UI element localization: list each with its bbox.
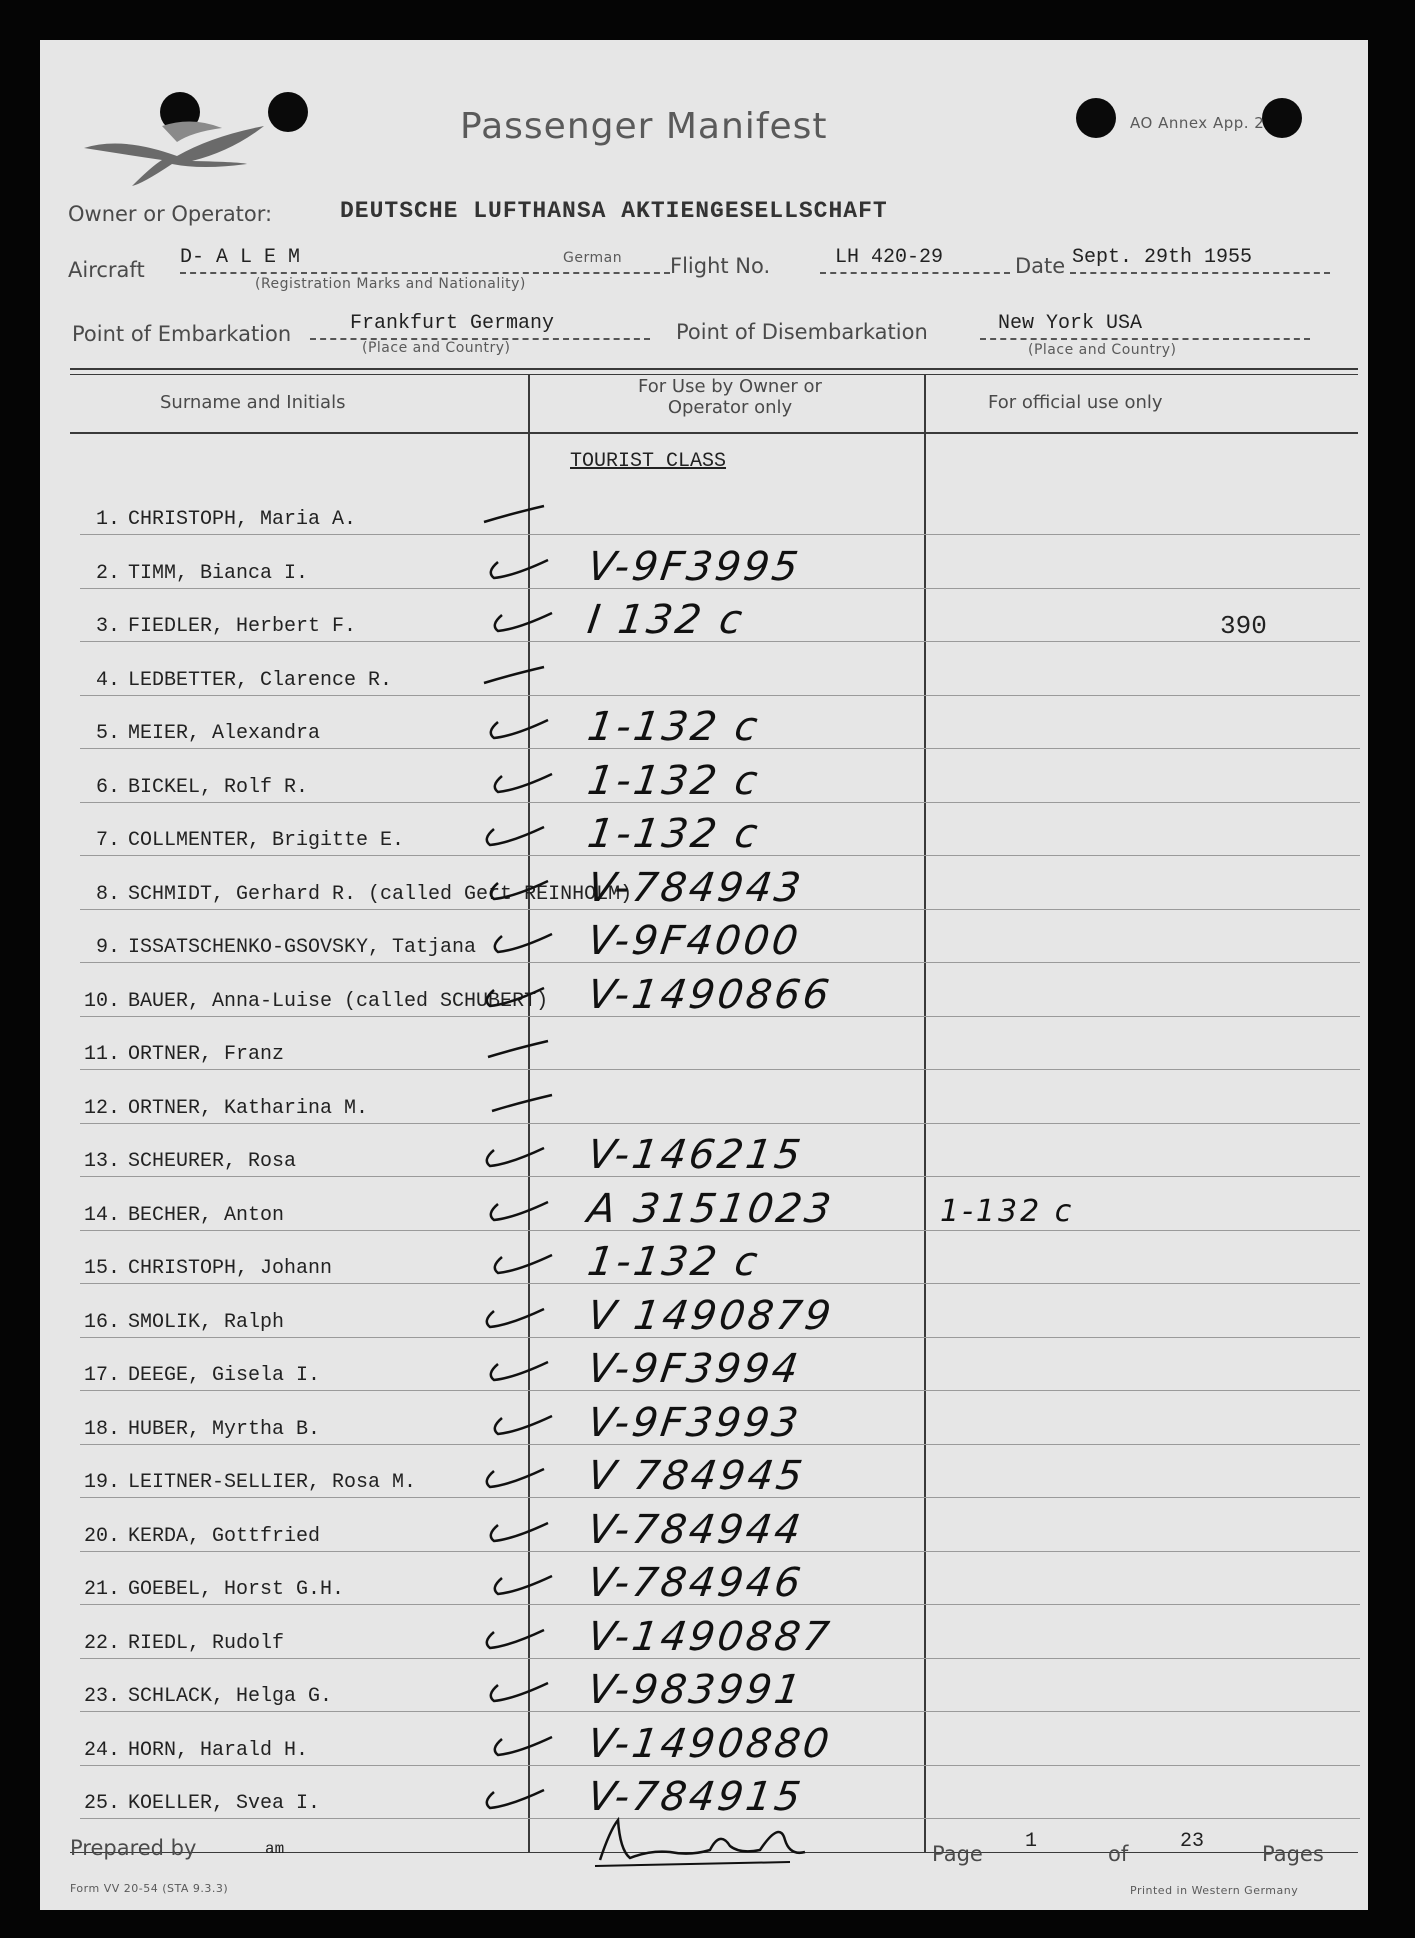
passport-code: V-146215: [584, 1132, 807, 1178]
check-mark-icon: [480, 1624, 530, 1650]
flight-value: LH 420-29: [835, 246, 944, 269]
passenger-name: COLLMENTER, Brigitte E.: [128, 829, 405, 852]
passenger-number: 20.: [83, 1525, 120, 1548]
passenger-number: 12.: [83, 1097, 120, 1120]
disembark-value: New York USA: [998, 312, 1143, 335]
of-label: of: [1108, 1842, 1129, 1866]
check-mark-icon: [488, 607, 538, 633]
passport-code: 1-132 c: [584, 1239, 764, 1285]
passenger-number: 16.: [83, 1311, 120, 1334]
passport-code: V-1490880: [584, 1721, 835, 1767]
row-rule: [80, 1069, 1360, 1070]
passenger-name: FIEDLER, Herbert F.: [128, 615, 357, 638]
page-title: Passenger Manifest: [460, 106, 828, 147]
passenger-number: 7.: [95, 829, 120, 852]
aircraft-nationality: German: [563, 250, 623, 266]
official-note: 390: [1220, 611, 1267, 641]
page-label: Page: [932, 1842, 983, 1866]
passenger-name: MEIER, Alexandra: [128, 722, 321, 745]
column-header-name: Surname and Initials: [160, 392, 346, 413]
check-mark-icon: [480, 500, 530, 526]
check-mark-icon: [488, 1249, 538, 1275]
prepared-label: Prepared by: [70, 1836, 197, 1860]
manifest-sheet: [40, 40, 1368, 1910]
passenger-name: KERDA, Gottfried: [128, 1525, 321, 1548]
date-label: Date: [1015, 254, 1066, 278]
passenger-number: 23.: [83, 1685, 120, 1708]
passenger-number: 11.: [83, 1043, 120, 1066]
flight-label: Flight No.: [670, 254, 771, 278]
check-mark-icon: [480, 1303, 530, 1329]
passport-code: 1-132 c: [584, 811, 764, 857]
passenger-name: HUBER, Myrtha B.: [128, 1418, 321, 1441]
passenger-name: BAUER, Anna-Luise (called SCHUBERT): [128, 990, 549, 1013]
aircraft-value: D- A L E M: [180, 246, 301, 269]
disembark-underline: [980, 338, 1310, 340]
check-mark-icon: [480, 1463, 530, 1489]
passport-code: V 784945: [584, 1453, 809, 1499]
check-mark-icon: [484, 1035, 534, 1061]
passenger-number: 9.: [95, 936, 120, 959]
passport-code: V-1490866: [584, 972, 835, 1018]
embark-value: Frankfurt Germany: [350, 312, 555, 335]
passenger-number: 19.: [83, 1471, 120, 1494]
passport-code: V-784943: [584, 865, 807, 911]
passenger-number: 5.: [95, 722, 120, 745]
table-top-rule: [70, 368, 1358, 370]
check-mark-icon: [480, 1142, 530, 1168]
check-mark-icon: [484, 1677, 534, 1703]
punch-hole: [1076, 98, 1116, 138]
check-mark-icon: [488, 1089, 538, 1115]
check-mark-icon: [480, 1784, 530, 1810]
passenger-name: TIMM, Bianca I.: [128, 562, 309, 585]
passenger-name: CHRISTOPH, Johann: [128, 1257, 333, 1280]
aircraft-underline: [180, 272, 670, 274]
owner-value: DEUTSCHE LUFTHANSA AKTIENGESELLSCHAFT: [340, 198, 888, 224]
passenger-number: 8.: [95, 883, 120, 906]
passenger-name: DEEGE, Gisela I.: [128, 1364, 321, 1387]
passenger-number: 22.: [83, 1632, 120, 1655]
passenger-number: 13.: [83, 1150, 120, 1173]
signature-image: [590, 1810, 820, 1877]
check-mark-icon: [480, 982, 530, 1008]
row-rule: [80, 695, 1360, 696]
header-bottom-rule: [70, 432, 1358, 434]
passport-code: A 3151023: [584, 1186, 837, 1232]
passenger-name: RIEDL, Rudolf: [128, 1632, 285, 1655]
passenger-number: 2.: [95, 562, 120, 585]
total-pages-value: 23: [1180, 1830, 1205, 1853]
disembark-label: Point of Disembarkation: [676, 320, 928, 344]
check-mark-icon: [488, 1410, 538, 1436]
embark-label: Point of Embarkation: [72, 322, 292, 346]
check-mark-icon: [488, 928, 538, 954]
pages-label: Pages: [1262, 1842, 1324, 1866]
passenger-number: 14.: [83, 1204, 120, 1227]
official-note: 1-132 c: [940, 1194, 1075, 1229]
passport-code: V-9F4000: [584, 918, 804, 964]
check-mark-icon: [484, 714, 534, 740]
passport-code: V-983991: [584, 1667, 807, 1713]
check-mark-icon: [480, 661, 530, 687]
passenger-number: 1.: [95, 508, 120, 531]
check-mark-icon: [484, 1517, 534, 1543]
passport-code: V-9F3995: [584, 544, 804, 590]
passenger-number: 10.: [83, 990, 120, 1013]
passenger-name: SCHEURER, Rosa: [128, 1150, 297, 1173]
check-mark-icon: [484, 875, 534, 901]
date-value: Sept. 29th 1955: [1072, 246, 1253, 269]
passenger-name: ISSATSCHENKO-GSOVSKY, Tatjana: [128, 936, 477, 959]
passenger-number: 17.: [83, 1364, 120, 1387]
table-top-rule-2: [70, 374, 1358, 375]
passenger-name: LEITNER-SELLIER, Rosa M.: [128, 1471, 417, 1494]
disembark-sub: (Place and Country): [1028, 342, 1177, 358]
punch-hole: [1262, 98, 1302, 138]
passenger-number: 25.: [83, 1792, 120, 1815]
column-header-official: For official use only: [988, 392, 1163, 413]
aircraft-sub: (Registration Marks and Nationality): [255, 276, 526, 292]
passenger-name: SMOLIK, Ralph: [128, 1311, 285, 1334]
date-underline: [1070, 272, 1330, 274]
owner-label: Owner or Operator:: [68, 202, 273, 226]
page-value: 1: [1025, 1830, 1038, 1853]
check-mark-icon: [484, 1356, 534, 1382]
passenger-name: SCHMIDT, Gerhard R. (called Gert REINHOLM): [128, 883, 633, 906]
check-mark-icon: [480, 821, 530, 847]
punch-hole: [268, 92, 308, 132]
passenger-number: 6.: [95, 776, 120, 799]
prepared-value: am: [265, 1840, 285, 1858]
column-header-owner: For Use by Owner or Operator only: [638, 376, 822, 418]
form-id: Form VV 20-54 (STA 9.3.3): [70, 1882, 229, 1895]
column-divider-2: [924, 374, 926, 1852]
passenger-name: KOELLER, Svea I.: [128, 1792, 321, 1815]
row-rule: [80, 1123, 1360, 1124]
passport-code: V-784944: [584, 1507, 807, 1553]
passport-code: V-9F3994: [584, 1346, 804, 1392]
passenger-number: 24.: [83, 1739, 120, 1762]
annex-label: AO Annex App. 2: [1130, 114, 1265, 132]
check-mark-icon: [488, 1731, 538, 1757]
passenger-name: ORTNER, Katharina M.: [128, 1097, 369, 1120]
passenger-number: 4.: [95, 669, 120, 692]
passport-code: 1-132 c: [584, 704, 764, 750]
check-mark-icon: [484, 554, 534, 580]
passenger-number: 18.: [83, 1418, 120, 1441]
passport-code: V-1490887: [584, 1614, 835, 1660]
aircraft-label: Aircraft: [68, 258, 145, 282]
check-mark-icon: [484, 1196, 534, 1222]
printed-note: Printed in Western Germany: [1130, 1884, 1299, 1897]
passenger-number: 15.: [83, 1257, 120, 1280]
class-label: TOURIST CLASS: [570, 450, 727, 473]
passport-code: I 132 c: [584, 597, 748, 643]
passport-code: 1-132 c: [584, 758, 764, 804]
passenger-name: BICKEL, Rolf R.: [128, 776, 309, 799]
passport-code: V 1490879: [584, 1293, 837, 1339]
check-mark-icon: [488, 768, 538, 794]
passenger-number: 21.: [83, 1578, 120, 1601]
passport-code: V-784915: [584, 1774, 807, 1820]
flight-underline: [820, 272, 1010, 274]
passport-code: V-784946: [584, 1560, 807, 1606]
passenger-name: HORN, Harald H.: [128, 1739, 309, 1762]
passenger-name: SCHLACK, Helga G.: [128, 1685, 333, 1708]
check-mark-icon: [488, 1570, 538, 1596]
passenger-number: 3.: [95, 615, 120, 638]
row-rule: [80, 534, 1360, 535]
passenger-name: LEDBETTER, Clarence R.: [128, 669, 393, 692]
passport-code: V-9F3993: [584, 1400, 804, 1446]
passenger-name: BECHER, Anton: [128, 1204, 285, 1227]
lufthansa-crane-logo-icon: [82, 106, 272, 191]
embark-sub: (Place and Country): [362, 340, 511, 356]
passenger-name: ORTNER, Franz: [128, 1043, 285, 1066]
passenger-name: CHRISTOPH, Maria A.: [128, 508, 357, 531]
passenger-name: GOEBEL, Horst G.H.: [128, 1578, 345, 1601]
